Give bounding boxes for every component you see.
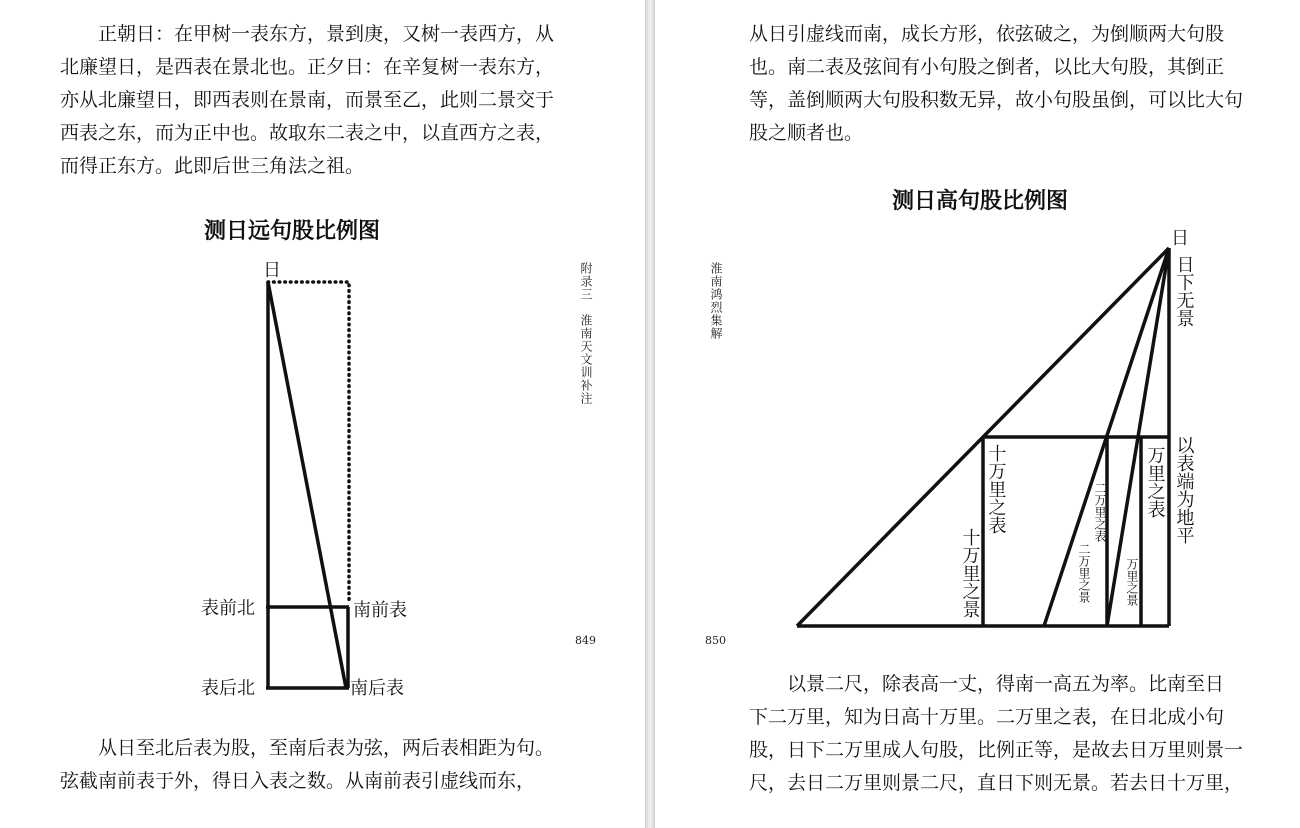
text-line: 弦截南前表于外，得日入表之数。从南前表引虚线而东， xyxy=(60,770,536,792)
right-page xyxy=(655,0,1300,828)
book-gutter xyxy=(645,0,655,828)
label-south-back-post: 南后表 xyxy=(350,678,404,699)
hypotenuse-line xyxy=(268,282,346,688)
left-paragraph-2 xyxy=(60,732,554,798)
text-line: 从日至北后表为股，至南后表为弦，两后表相距为句。 xyxy=(60,737,555,759)
text-line: 下二万里，知为日高十万里。二万里之表，在日北成小句 xyxy=(749,706,1225,728)
left-page xyxy=(0,0,645,828)
label-north-front-post: 表前北 xyxy=(201,598,255,619)
label-shadow-20k: 二万里之景 xyxy=(1077,543,1091,603)
text-line: 亦从北廉望日，即西表则在景南，而景至乙，此则二景交于 xyxy=(60,89,555,111)
text-line: 西表之东，而为正中也。故取东二表之中，以直西方之表， xyxy=(60,122,555,144)
label-south-front-post: 南前表 xyxy=(353,600,407,621)
running-head: 淮南鸿烈集解 xyxy=(709,262,723,340)
dotted-construction-line xyxy=(268,282,349,600)
page-number: 849 xyxy=(575,634,596,647)
text-line: 等，盖倒顺两大句股积数无异，故小句股虽倒，可以比大句 xyxy=(749,89,1244,111)
text-line: 北廉望日，是西表在景北也。正夕日：在辛复树一表东方， xyxy=(60,56,555,78)
label-horizon: 以表端为地平 xyxy=(1173,436,1195,544)
text-line: 而得正东方。此即后世三角法之祖。 xyxy=(60,155,365,177)
running-head: 附录三 淮南天文训补注 xyxy=(579,262,593,405)
text-line: 正朝日：在甲树一表东方，景到庚，又树一表西方，从 xyxy=(60,23,555,45)
right-paragraph-2 xyxy=(749,668,1243,800)
text-line: 从日引虚线而南，成长方形，依弦破之，为倒顺两大句股 xyxy=(749,23,1225,45)
distance-diagram xyxy=(0,0,645,828)
label-sun: 日 xyxy=(263,260,281,281)
text-line: 股之顺者也。 xyxy=(749,122,864,144)
diagram-lines xyxy=(266,282,349,688)
label-no-shadow: 日下无景 xyxy=(1173,255,1195,327)
label-post-10k: 万里之表 xyxy=(1144,446,1166,518)
label-post-20k: 二万里之表 xyxy=(1093,482,1107,542)
label-post-100k: 十万里之表 xyxy=(985,444,1007,534)
page-number: 850 xyxy=(705,634,726,647)
label-shadow-10k: 万里之景 xyxy=(1125,558,1139,606)
text-line: 尺，去日二万里则景二尺，直日下则无景。若去日十万里， xyxy=(749,772,1244,794)
figure-title: 测日远句股比例图 xyxy=(204,219,381,244)
label-north-back-post: 表后北 xyxy=(201,678,255,699)
text-line: 股，日下二万里成人句股，比例正等，是故去日万里则景一 xyxy=(749,739,1244,761)
figure-title: 测日高句股比例图 xyxy=(892,189,1069,214)
label-shadow-100k: 十万里之景 xyxy=(959,528,981,618)
diagram-lines xyxy=(797,248,1169,626)
text-line: 以景二尺，除表高一丈，得南一高五为率。比南至日 xyxy=(749,673,1225,695)
text-line: 也。南二表及弦间有小句股之倒者，以比大句股，其倒正 xyxy=(749,56,1225,78)
label-sun: 日 xyxy=(1171,228,1189,249)
